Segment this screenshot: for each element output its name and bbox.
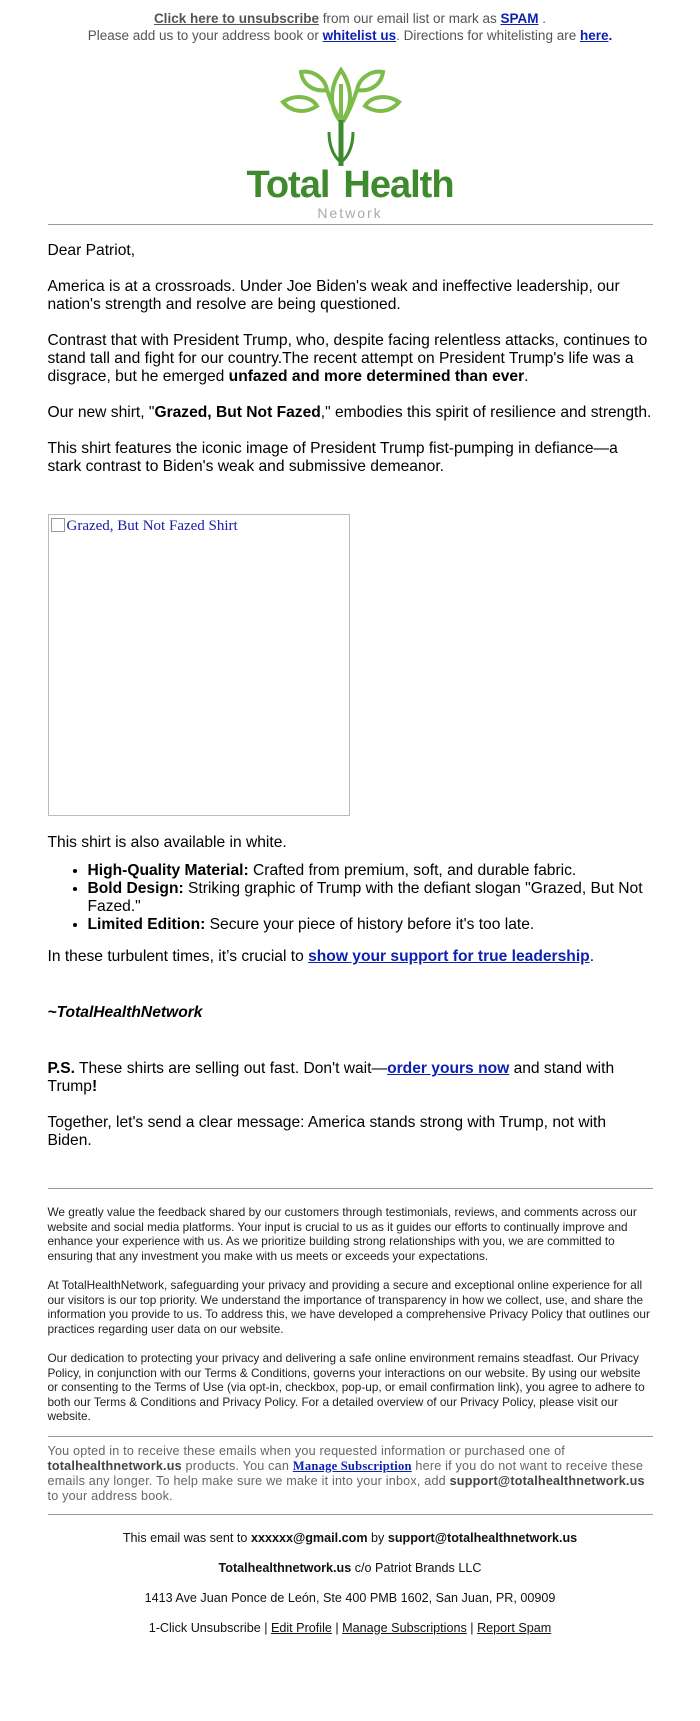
company-line [48, 1561, 653, 1575]
optin-text: You opted in to receive these emails when you requested information or purchased one of [47, 1443, 566, 1458]
address-line: 1413 Ave Juan Ponce de León, Ste 400 PMB 1602, San Juan, PR, 00909 [144, 1590, 556, 1605]
ps-end: and stand with Trump [47, 1060, 615, 1095]
paragraph-crossroads: America is at a crossroads. Under Joe Biden's weak and ineffective leadership, our nation's strength and resolve are being questioned. [47, 278, 620, 313]
sent-to-text: This email was sent to [122, 1530, 251, 1545]
separator: | [260, 1620, 271, 1635]
optin-brand: totalhealthnetwork.us [47, 1458, 182, 1473]
letter-body [48, 242, 653, 1150]
optin-text-4: to your address book. [47, 1488, 173, 1503]
feature-label: Limited Edition: [87, 916, 206, 933]
feature-item [88, 880, 653, 916]
support-text: In these turbulent times, it’s crucial to [47, 948, 309, 965]
feature-label: High-Quality Material: [87, 862, 249, 879]
here-end: . [608, 28, 613, 43]
feature-text: Striking graphic of Trump with the defiant slogan "Grazed, But Not Fazed." [87, 880, 643, 915]
one-click-unsubscribe[interactable]: 1-Click Unsubscribe [148, 1620, 261, 1635]
footer-privacy-paragraph: At TotalHealthNetwork, safeguarding your privacy and providing a secure and exceptional online experience for all our visitors is our top priority. We understand the importance of transparency in how we collect, use, and share the information you provide to us. To address this, we have developed a comprehensive Privacy Policy that outlines our practices regarding user data on our website. [47, 1278, 650, 1336]
logo-word-total: Total [246, 164, 330, 206]
logo-wordmark [48, 165, 653, 205]
feature-item [88, 916, 653, 934]
broken-image-icon [51, 518, 65, 532]
shirt-name: Grazed, But Not Fazed [154, 404, 321, 421]
signature: ~TotalHealthNetwork [47, 1004, 203, 1021]
whitelist-link[interactable]: whitelist us [322, 28, 397, 43]
shirt-image-alt: Grazed, But Not Fazed Shirt [66, 518, 238, 534]
sender-email: support@totalhealthnetwork.us [387, 1530, 578, 1545]
ps-exclaim: ! [91, 1078, 98, 1095]
ps-label: P.S. [47, 1060, 75, 1077]
logo-word-health: Health [343, 164, 454, 206]
whitelist-line [48, 27, 653, 44]
order-now-link[interactable]: order yours now [387, 1060, 510, 1077]
paragraph-features: This shirt features the iconic image of President Trump fist-pumping in defiance—a stark contrast to Biden's weak and submissive demeanor. [47, 440, 618, 475]
support-paragraph [48, 948, 653, 966]
contrast-text: Contrast that with President Trump, who, despite facing relentless attacks, continues to stand tall and fight for our country.The recent attempt on President Trump's life was a disgrace, but he emerged [47, 332, 648, 385]
company-parent: c/o Patriot Brands LLC [351, 1560, 482, 1575]
footer-contact [48, 1531, 653, 1635]
feature-text: Crafted from premium, soft, and durable fabric. [248, 862, 577, 879]
company-name: Totalhealthnetwork.us [218, 1560, 352, 1575]
footer-divider-top [48, 1188, 653, 1189]
shirt-text: Our new shirt, " [47, 404, 155, 421]
shirt-end: ," embodies this spirit of resilience and strength. [320, 404, 652, 421]
edit-profile-link[interactable]: Edit Profile [270, 1620, 332, 1635]
ps-text: These shirts are selling out fast. Don't wait— [74, 1060, 388, 1077]
separator: | [466, 1620, 478, 1635]
feature-list [48, 862, 653, 934]
footer-links [48, 1621, 653, 1635]
paragraph-shirt [48, 404, 653, 422]
footer-disclaimers [48, 1205, 653, 1424]
address-book-text: Please add us to your address book or [87, 28, 323, 43]
manage-subscriptions-link[interactable]: Manage Subscriptions [342, 1620, 467, 1635]
recipient-email: xxxxxx@gmail.com [250, 1530, 368, 1545]
sent-to-line [48, 1531, 653, 1545]
white-note: This shirt is also available in white. [47, 834, 287, 851]
closing-paragraph: Together, let's send a clear message: America stands strong with Trump, not with Biden. [47, 1114, 607, 1149]
header-divider [48, 224, 653, 225]
paragraph-contrast [48, 332, 653, 386]
brand-logo[interactable] [48, 62, 653, 222]
directions-text: . Directions for whitelisting are [396, 28, 580, 43]
footer-terms-paragraph: Our dedication to protecting your privacy and delivering a safe online environment remains steadfast. Our Privacy Policy, in conjunction with our Terms & Conditions, governs your interactions on our website. By using our website or consenting to the Terms of Use (via opt-in, checkbox, pop-up, or email confirmation link), you agree to adhere to both our Terms & Conditions and Privacy Policy. For a detailed overview of our Privacy Policy, please visit our website. [47, 1351, 645, 1423]
footer-divider-bottom [48, 1514, 653, 1515]
ps-paragraph [48, 1060, 653, 1096]
feature-item [88, 862, 653, 880]
separator: | [331, 1620, 343, 1635]
greeting: Dear Patriot, [47, 242, 136, 259]
here-link[interactable]: here [579, 28, 609, 43]
optin-email: support@totalhealthnetwork.us [449, 1473, 645, 1488]
shirt-image[interactable] [48, 514, 350, 816]
feature-text: Secure your piece of history before it's too late. [205, 916, 535, 933]
sent-by-text: by [367, 1530, 388, 1545]
logo-subtitle: Network [317, 205, 383, 221]
footer-feedback-paragraph: We greatly value the feedback shared by our customers through testimonials, reviews, and comments across our website and social media platforms. Your input is crucial to us as it guides our efforts to continually improve and enhance your experience with us. As we prioritize building strong relationships with you, we are committed to ensuring that any investment you make with us meets or exceeds your expectations. [47, 1205, 637, 1263]
feature-label: Bold Design: [87, 880, 184, 897]
support-leadership-link[interactable]: show your support for true leadership [308, 948, 590, 965]
optin-text-3: here if you do not want to receive these emails any longer. To help make sure we make it into your inbox, add [47, 1458, 644, 1488]
optin-notice [48, 1437, 653, 1514]
header-notice [48, 0, 653, 44]
manage-subscription-link[interactable]: Manage Subscription [292, 1458, 412, 1473]
contrast-end: . [524, 368, 529, 385]
unsubscribe-end: . [538, 11, 547, 26]
unsubscribe-text: from our email list or mark as [318, 11, 501, 26]
unsubscribe-line [48, 10, 653, 27]
spam-link[interactable]: SPAM [500, 11, 539, 26]
optin-text-2: products. You can [181, 1458, 293, 1473]
support-end: . [589, 948, 595, 965]
report-spam-link[interactable]: Report Spam [477, 1620, 552, 1635]
contrast-bold: unfazed and more determined than ever [228, 368, 525, 385]
unsubscribe-link[interactable]: Click here to unsubscribe [153, 11, 319, 26]
